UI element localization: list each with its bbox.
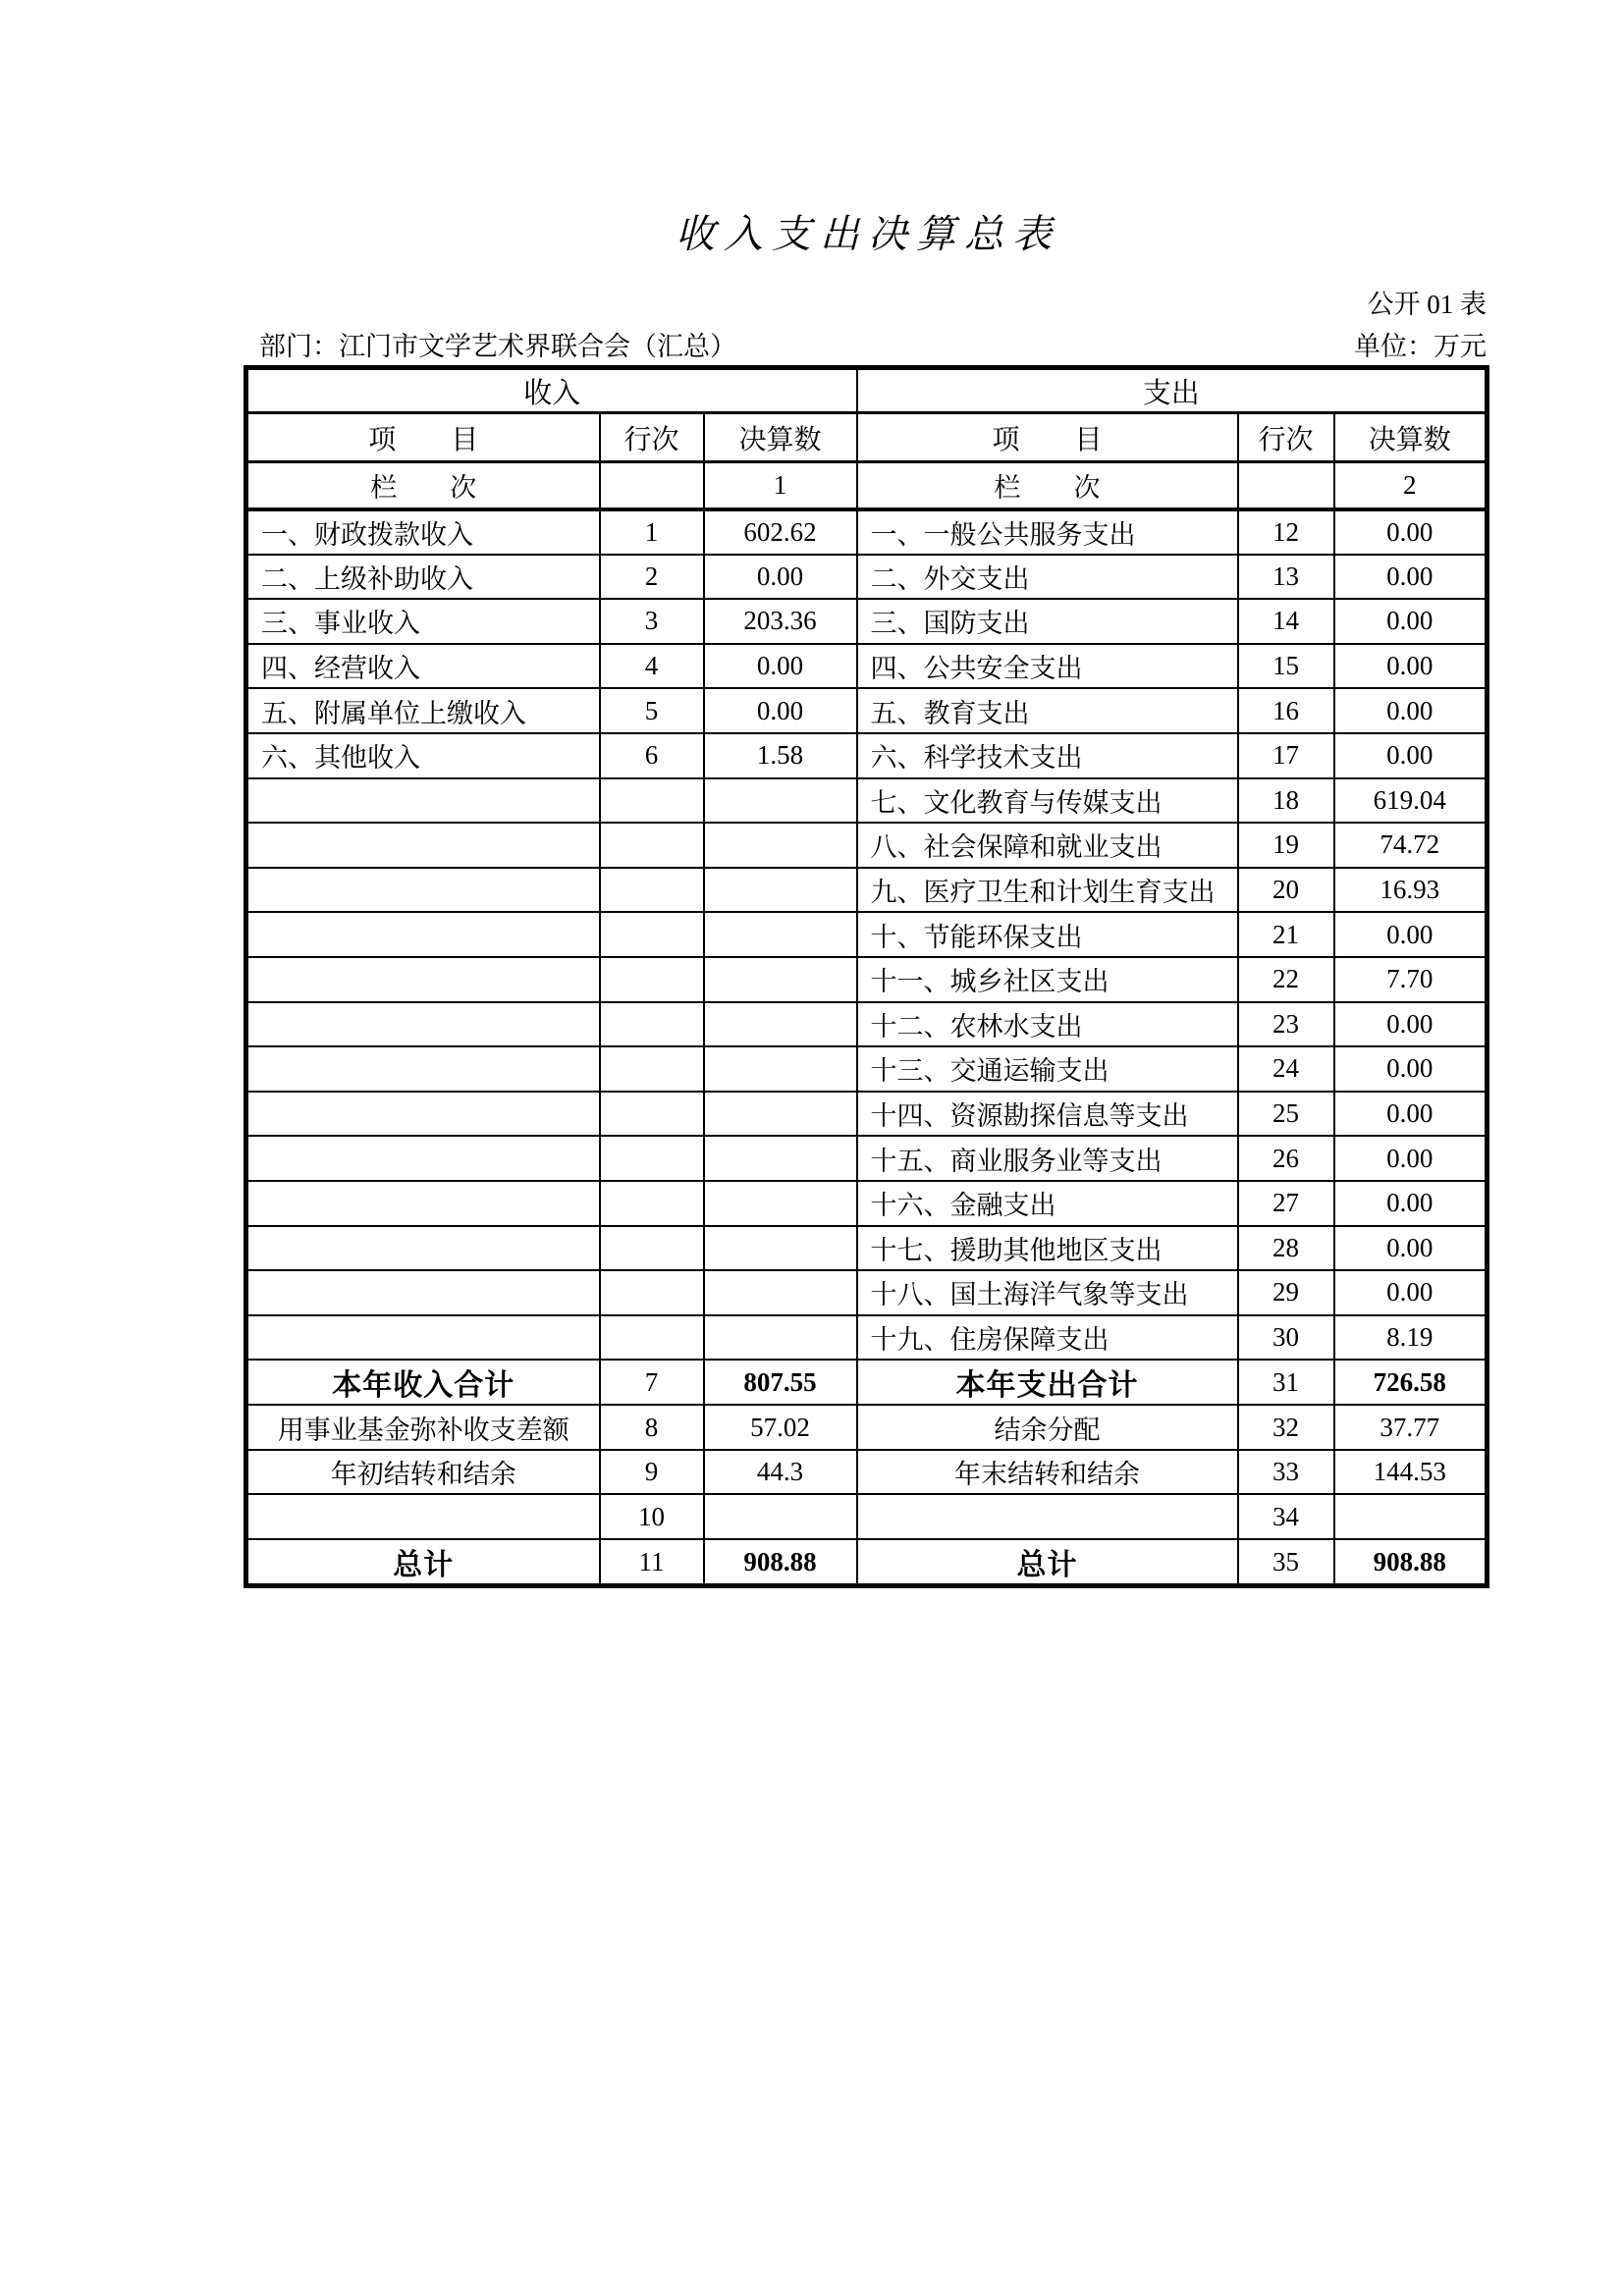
- income-rowno-cell: [600, 1092, 704, 1137]
- income-item-cell: 三、事业收入: [246, 599, 600, 644]
- table-row: [246, 1405, 1488, 1450]
- budget-summary-table: [244, 365, 1489, 1588]
- expense-amount-cell: 0.00: [1334, 1046, 1488, 1092]
- income-amount-cell: [704, 957, 857, 1002]
- income-rowno-cell: 11: [600, 1539, 704, 1586]
- table-row: [246, 957, 1488, 1002]
- expense-amount-cell: 0.00: [1334, 733, 1488, 778]
- table-row: [246, 599, 1488, 644]
- expense-item-cell: 三、国防支出: [857, 599, 1238, 644]
- income-amount-cell: 203.36: [704, 599, 857, 644]
- expense-rowno-cell: 34: [1238, 1494, 1334, 1539]
- expense-rowno-cell: 35: [1238, 1539, 1334, 1586]
- income-amount-cell: 602.62: [704, 509, 857, 555]
- income-rowno-cell: 1: [600, 509, 704, 555]
- income-item-cell: 一、财政拨款收入: [246, 509, 600, 555]
- income-item-cell: [246, 868, 600, 913]
- table-row: [246, 1360, 1488, 1405]
- expense-rowno-cell: 31: [1238, 1360, 1334, 1405]
- expense-item-cell: 十二、农林水支出: [857, 1002, 1238, 1047]
- expense-amount-cell: 0.00: [1334, 509, 1488, 555]
- expense-rowno-cell: 23: [1238, 1002, 1334, 1047]
- expense-rowno-cell: 14: [1238, 599, 1334, 644]
- expense-rowno-cell: 28: [1238, 1226, 1334, 1271]
- section-header-row: [246, 368, 1488, 413]
- income-item-cell: [246, 1315, 600, 1361]
- income-item-cell: [246, 1092, 600, 1137]
- expense-item-cell: 六、科学技术支出: [857, 733, 1238, 778]
- expense-item-cell: 年末结转和结余: [857, 1450, 1238, 1495]
- expense-item-cell: 十五、商业服务业等支出: [857, 1136, 1238, 1181]
- income-amount-cell: [704, 1046, 857, 1092]
- income-lanci-rowno: [600, 462, 704, 510]
- table-row: [246, 1315, 1488, 1361]
- income-item-cell: 年初结转和结余: [246, 1450, 600, 1495]
- page-title: 收入支出决算总表: [676, 212, 1060, 256]
- income-item-cell: [246, 1002, 600, 1047]
- expense-item-cell: 十七、援助其他地区支出: [857, 1226, 1238, 1271]
- table-row: [246, 1002, 1488, 1047]
- expense-amount-cell: [1334, 1494, 1488, 1539]
- income-amount-cell: [704, 1494, 857, 1539]
- income-rowno-cell: [600, 1046, 704, 1092]
- income-rowno-cell: [600, 912, 704, 957]
- expense-rowno-cell: 33: [1238, 1450, 1334, 1495]
- expense-item-cell: 四、公共安全支出: [857, 644, 1238, 689]
- expense-amount-cell: 8.19: [1334, 1315, 1488, 1361]
- expense-item-cell: 十一、城乡社区支出: [857, 957, 1238, 1002]
- income-rowno-cell: 6: [600, 733, 704, 778]
- expense-item-cell: 八、社会保障和就业支出: [857, 823, 1238, 868]
- expense-amount-cell: 0.00: [1334, 1092, 1488, 1137]
- income-lanci-label: 栏 次: [246, 462, 600, 510]
- table-row: [246, 1450, 1488, 1495]
- income-amount-cell: [704, 1136, 857, 1181]
- table-row: [246, 1494, 1488, 1539]
- income-amount-cell: 1.58: [704, 733, 857, 778]
- expense-lanci-label: 栏 次: [857, 462, 1238, 510]
- income-amount-cell: [704, 1002, 857, 1047]
- income-amount-cell: 908.88: [704, 1539, 857, 1586]
- income-item-cell: 六、其他收入: [246, 733, 600, 778]
- income-amount-cell: [704, 1315, 857, 1361]
- expense-amount-cell: 0.00: [1334, 1136, 1488, 1181]
- income-section-header: 收入: [246, 368, 857, 413]
- income-rowno-cell: [600, 778, 704, 824]
- expense-item-cell: 一、一般公共服务支出: [857, 509, 1238, 555]
- income-rowno-cell: [600, 1226, 704, 1271]
- table-row: [246, 688, 1488, 733]
- expense-rowno-cell: 30: [1238, 1315, 1334, 1361]
- income-rowno-cell: [600, 1181, 704, 1226]
- table-row: [246, 644, 1488, 689]
- expense-amount-cell: 0.00: [1334, 688, 1488, 733]
- table-row: [246, 1270, 1488, 1315]
- column-index-row: [246, 462, 1488, 510]
- income-rowno-cell: [600, 823, 704, 868]
- expense-amount-cell: 37.77: [1334, 1405, 1488, 1450]
- expense-amount-cell: 74.72: [1334, 823, 1488, 868]
- expense-item-cell: 十三、交通运输支出: [857, 1046, 1238, 1092]
- income-rowno-cell: 5: [600, 688, 704, 733]
- table-row: [246, 868, 1488, 913]
- income-item-header: 项 目: [246, 413, 600, 462]
- income-rowno-cell: [600, 1270, 704, 1315]
- expense-col-number: 2: [1334, 462, 1488, 510]
- expense-amount-cell: 0.00: [1334, 1270, 1488, 1315]
- income-amount-cell: 0.00: [704, 555, 857, 600]
- table-row: [246, 1092, 1488, 1137]
- income-rowno-cell: [600, 957, 704, 1002]
- table-row: [246, 1046, 1488, 1092]
- income-rowno-cell: [600, 1002, 704, 1047]
- unit-label: 单位：万元: [1354, 332, 1487, 361]
- expense-rowno-cell: 29: [1238, 1270, 1334, 1315]
- expense-rowno-cell: 24: [1238, 1046, 1334, 1092]
- expense-amount-cell: 0.00: [1334, 1181, 1488, 1226]
- income-rowno-cell: 10: [600, 1494, 704, 1539]
- expense-amount-cell: 144.53: [1334, 1450, 1488, 1495]
- expense-section-header: 支出: [857, 368, 1488, 413]
- income-item-cell: [246, 1270, 600, 1315]
- expense-rowno-cell: 27: [1238, 1181, 1334, 1226]
- income-amount-cell: 0.00: [704, 688, 857, 733]
- expense-rowno-cell: 20: [1238, 868, 1334, 913]
- income-item-cell: [246, 823, 600, 868]
- expense-item-cell: 九、医疗卫生和计划生育支出: [857, 868, 1238, 913]
- expense-rowno-cell: 15: [1238, 644, 1334, 689]
- table-row: [246, 823, 1488, 868]
- expense-item-cell: 十四、资源勘探信息等支出: [857, 1092, 1238, 1137]
- income-amount-cell: [704, 778, 857, 824]
- expense-amount-cell: 7.70: [1334, 957, 1488, 1002]
- income-amount-cell: 44.3: [704, 1450, 857, 1495]
- income-col-number: 1: [704, 462, 857, 510]
- income-item-cell: [246, 957, 600, 1002]
- expense-item-cell: 总计: [857, 1539, 1238, 1586]
- table-row: [246, 1539, 1488, 1586]
- table-row: [246, 778, 1488, 824]
- income-item-cell: [246, 912, 600, 957]
- expense-item-cell: 五、教育支出: [857, 688, 1238, 733]
- income-rowno-cell: 4: [600, 644, 704, 689]
- expense-item-header: 项 目: [857, 413, 1238, 462]
- income-item-cell: 五、附属单位上缴收入: [246, 688, 600, 733]
- income-amount-cell: 57.02: [704, 1405, 857, 1450]
- income-item-cell: [246, 1226, 600, 1271]
- income-rowno-cell: 3: [600, 599, 704, 644]
- expense-amount-cell: 908.88: [1334, 1539, 1488, 1586]
- expense-item-cell: 二、外交支出: [857, 555, 1238, 600]
- expense-rowno-cell: 21: [1238, 912, 1334, 957]
- expense-lanci-rowno: [1238, 462, 1334, 510]
- income-rowno-cell: 9: [600, 1450, 704, 1495]
- expense-rowno-cell: 13: [1238, 555, 1334, 600]
- income-amount-cell: [704, 823, 857, 868]
- income-item-cell: 本年收入合计: [246, 1360, 600, 1405]
- expense-item-cell: 七、文化教育与传媒支出: [857, 778, 1238, 824]
- income-amount-cell: [704, 1092, 857, 1137]
- expense-item-cell: 十九、住房保障支出: [857, 1315, 1238, 1361]
- expense-item-cell: [857, 1494, 1238, 1539]
- income-amount-cell: [704, 1181, 857, 1226]
- expense-rowno-cell: 12: [1238, 509, 1334, 555]
- form-code-label: 公开 01 表: [1367, 290, 1487, 319]
- expense-rowno-cell: 18: [1238, 778, 1334, 824]
- income-amount-cell: 0.00: [704, 644, 857, 689]
- expense-amount-cell: 0.00: [1334, 644, 1488, 689]
- expense-item-cell: 结余分配: [857, 1405, 1238, 1450]
- income-item-cell: 四、经营收入: [246, 644, 600, 689]
- expense-item-cell: 十、节能环保支出: [857, 912, 1238, 957]
- column-header-row: [246, 413, 1488, 462]
- income-item-cell: [246, 1494, 600, 1539]
- table-row: [246, 1136, 1488, 1181]
- expense-amount-cell: 619.04: [1334, 778, 1488, 824]
- expense-amount-cell: 726.58: [1334, 1360, 1488, 1405]
- expense-rowno-cell: 26: [1238, 1136, 1334, 1181]
- income-amount-cell: [704, 912, 857, 957]
- income-rowno-cell: [600, 1315, 704, 1361]
- expense-rowno-cell: 19: [1238, 823, 1334, 868]
- expense-rowno-cell: 16: [1238, 688, 1334, 733]
- income-amount-cell: [704, 1270, 857, 1315]
- expense-rowno-cell: 25: [1238, 1092, 1334, 1137]
- income-rowno-cell: [600, 1136, 704, 1181]
- expense-item-cell: 本年支出合计: [857, 1360, 1238, 1405]
- expense-amount-cell: 0.00: [1334, 912, 1488, 957]
- expense-item-cell: 十八、国土海洋气象等支出: [857, 1270, 1238, 1315]
- expense-amount-cell: 0.00: [1334, 1002, 1488, 1047]
- department-label: 部门：江门市文学艺术界联合会（汇总）: [259, 332, 736, 361]
- table-row: [246, 1181, 1488, 1226]
- expense-amount-header: 决算数: [1334, 413, 1488, 462]
- table-row: [246, 912, 1488, 957]
- income-rowno-cell: [600, 868, 704, 913]
- income-rowno-cell: 7: [600, 1360, 704, 1405]
- income-amount-cell: 807.55: [704, 1360, 857, 1405]
- expense-item-cell: 十六、金融支出: [857, 1181, 1238, 1226]
- income-amount-cell: [704, 868, 857, 913]
- expense-amount-cell: 16.93: [1334, 868, 1488, 913]
- income-item-cell: [246, 1181, 600, 1226]
- expense-rowno-cell: 22: [1238, 957, 1334, 1002]
- expense-amount-cell: 0.00: [1334, 555, 1488, 600]
- income-item-cell: [246, 1136, 600, 1181]
- income-rowno-cell: 2: [600, 555, 704, 600]
- table-row: [246, 733, 1488, 778]
- income-item-cell: 二、上级补助收入: [246, 555, 600, 600]
- expense-amount-cell: 0.00: [1334, 599, 1488, 644]
- income-item-cell: 总计: [246, 1539, 600, 1586]
- expense-rowno-header: 行次: [1238, 413, 1334, 462]
- income-amount-cell: [704, 1226, 857, 1271]
- income-item-cell: 用事业基金弥补收支差额: [246, 1405, 600, 1450]
- income-item-cell: [246, 778, 600, 824]
- expense-rowno-cell: 17: [1238, 733, 1334, 778]
- table-row: [246, 555, 1488, 600]
- table-row: [246, 509, 1488, 555]
- expense-rowno-cell: 32: [1238, 1405, 1334, 1450]
- expense-amount-cell: 0.00: [1334, 1226, 1488, 1271]
- income-amount-header: 决算数: [704, 413, 857, 462]
- income-rowno-header: 行次: [600, 413, 704, 462]
- table-row: [246, 1226, 1488, 1271]
- income-rowno-cell: 8: [600, 1405, 704, 1450]
- income-item-cell: [246, 1046, 600, 1092]
